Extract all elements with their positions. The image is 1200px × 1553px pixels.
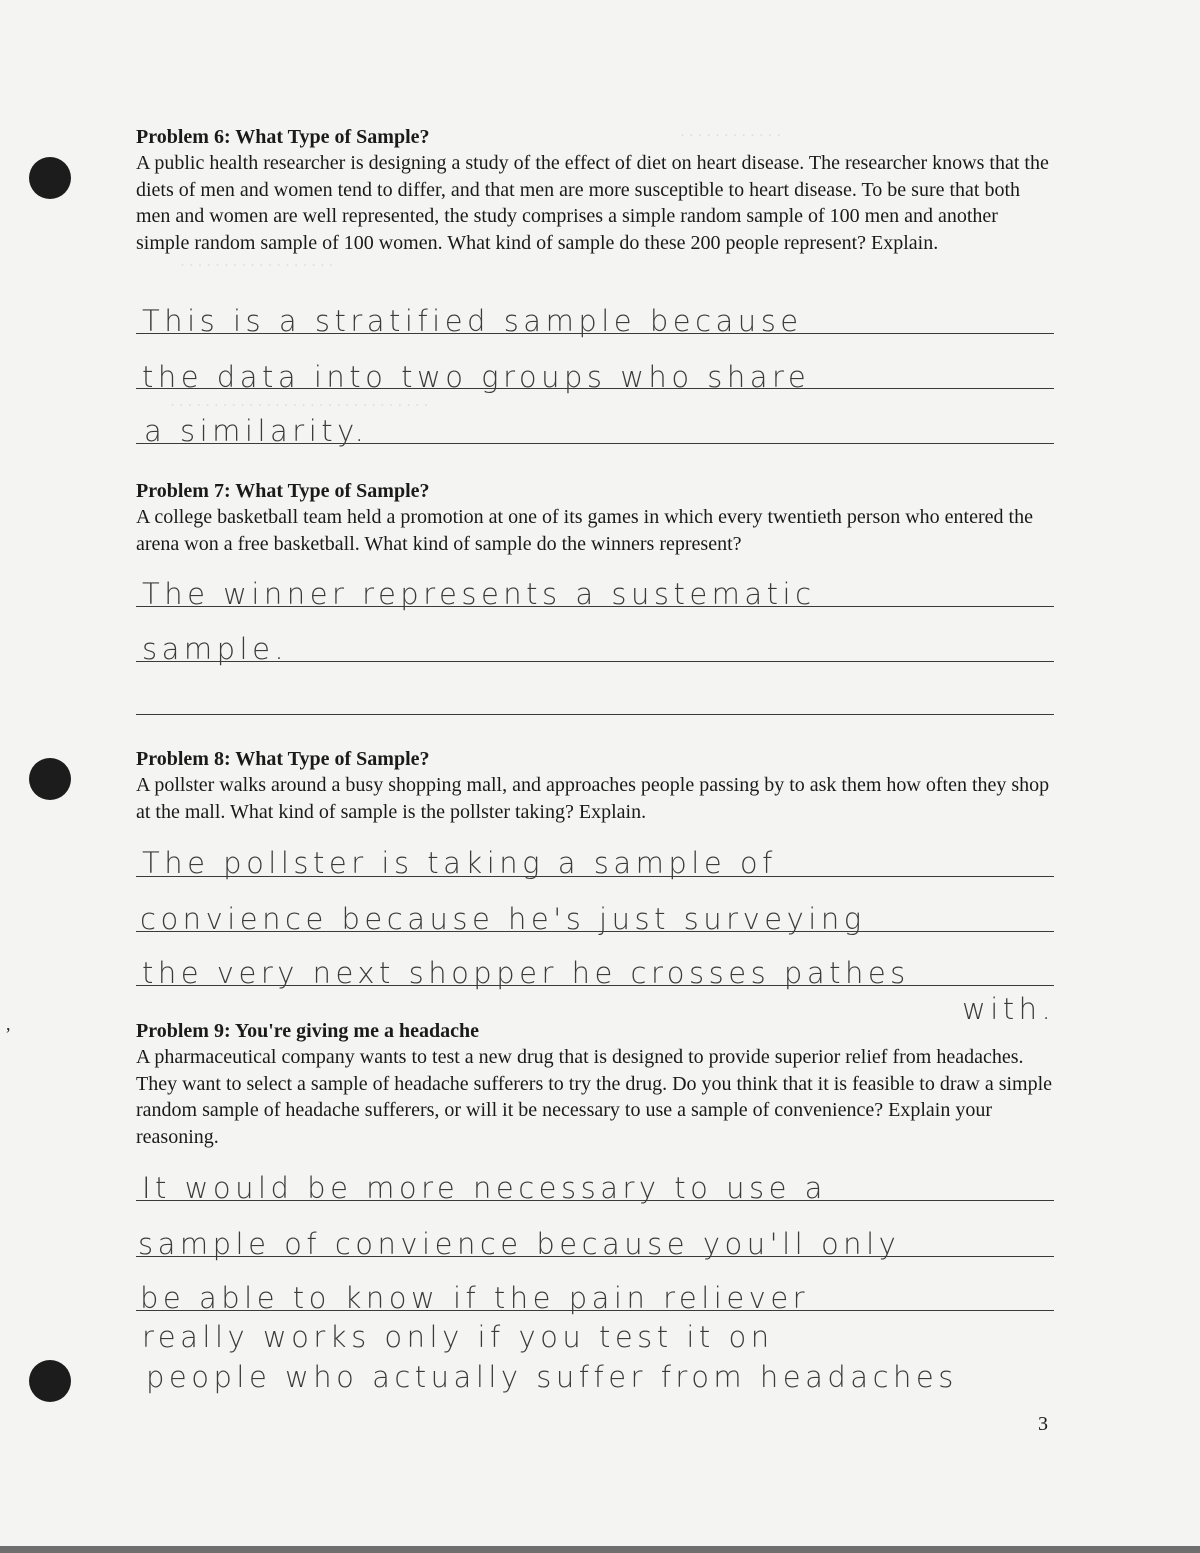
answer-rule <box>136 388 1054 389</box>
problem-9-title: Problem 9: You're giving me a headache <box>136 1020 479 1042</box>
scan-bottom-edge <box>0 1546 1200 1553</box>
answer-rule <box>136 714 1054 715</box>
problem-9-answer-line-5: people who actually suffer from headaches <box>146 1360 958 1394</box>
problem-8-answer-line-3: the very next shopper he crosses pathes <box>142 956 910 990</box>
problem-8 <box>136 746 1056 825</box>
problem-8-title: Problem 8: What Type of Sample? <box>136 748 430 770</box>
problem-8-answer-line-4: with. <box>962 992 1056 1026</box>
problem-8-answer-line-2: convience because he's just surveying <box>140 902 866 936</box>
answer-rule <box>136 1200 1054 1201</box>
bleed-through-text: · · · · · · · · · · · · · · · · · · · · · · · · · · · · · · <box>170 398 429 414</box>
answer-rule <box>136 606 1054 607</box>
answer-rule <box>136 333 1054 334</box>
answer-rule <box>136 443 1054 444</box>
bleed-through-text: · · · · · · · · · · · · <box>680 128 782 144</box>
problem-9 <box>136 1018 1056 1150</box>
problem-7-title: Problem 7: What Type of Sample? <box>136 480 430 502</box>
problem-6 <box>136 124 1056 256</box>
problem-6-answer-line-3: a similarity. <box>144 414 369 448</box>
answer-rule <box>136 876 1054 877</box>
problem-8-prompt: A pollster walks around a busy shopping mall, and approaches people passing by to ask them how often they shop at the mall. What kind of sample is the pollster taking? Explain. <box>136 774 1050 823</box>
answer-rule <box>136 1310 1054 1311</box>
answer-rule <box>136 661 1054 662</box>
binder-hole-top <box>29 157 71 199</box>
problem-6-title: Problem 6: What Type of Sample? <box>136 126 430 148</box>
problem-7-answer-line-2: sample. <box>142 632 289 666</box>
problem-6-answer-line-1: This is a stratified sample because <box>142 304 803 338</box>
answer-rule <box>136 985 1054 986</box>
problem-9-answer-line-4: really works only if you test it on <box>142 1320 774 1354</box>
pen-mark: , <box>6 1014 11 1034</box>
problem-7-answer-line-1: The winner represents a sustematic <box>142 577 816 611</box>
problem-7-prompt: A college basketball team held a promotion at one of its games in which every twentieth person who entered the arena won a free basketball. What kind of sample do the winners represent? <box>136 506 1033 555</box>
problem-9-answer-line-1: It would be more necessary to use a <box>142 1171 827 1205</box>
problem-9-answer-line-3: be able to know if the pain reliever <box>140 1281 810 1315</box>
answer-rule <box>136 931 1054 932</box>
problem-6-answer-line-2: the data into two groups who share <box>142 360 811 394</box>
problem-6-prompt: A public health researcher is designing a study of the effect of diet on heart disease. The researcher knows that the diets of men and women tend to differ, and that men are more susceptible to heart disease. To be sure that both men and women are well represented, the study comprises a simple random sample of 100 men and another simple random sample of 100 women. What kind of sample do these 200 people represent? Explain. <box>136 152 1049 254</box>
answer-rule <box>136 1256 1054 1257</box>
page-number: 3 <box>1038 1413 1048 1435</box>
bleed-through-text: · · · · · · · · · · · · · · · · · · <box>180 258 334 274</box>
binder-hole-bottom <box>29 1360 71 1402</box>
binder-hole-middle <box>29 758 71 800</box>
problem-9-answer-line-2: sample of convience because you'll only <box>138 1227 901 1261</box>
problem-9-prompt: A pharmaceutical company wants to test a new drug that is designed to provide superior relief from headaches. They want to select a sample of headache sufferers to try the drug. Do you think that it is feasible to draw a simple random sample of headache sufferers, or will it be necessary to use a sample of convenience? Explain your reasoning. <box>136 1046 1053 1148</box>
problem-8-answer-line-1: The pollster is taking a sample of <box>142 846 777 880</box>
problem-7 <box>136 478 1056 557</box>
